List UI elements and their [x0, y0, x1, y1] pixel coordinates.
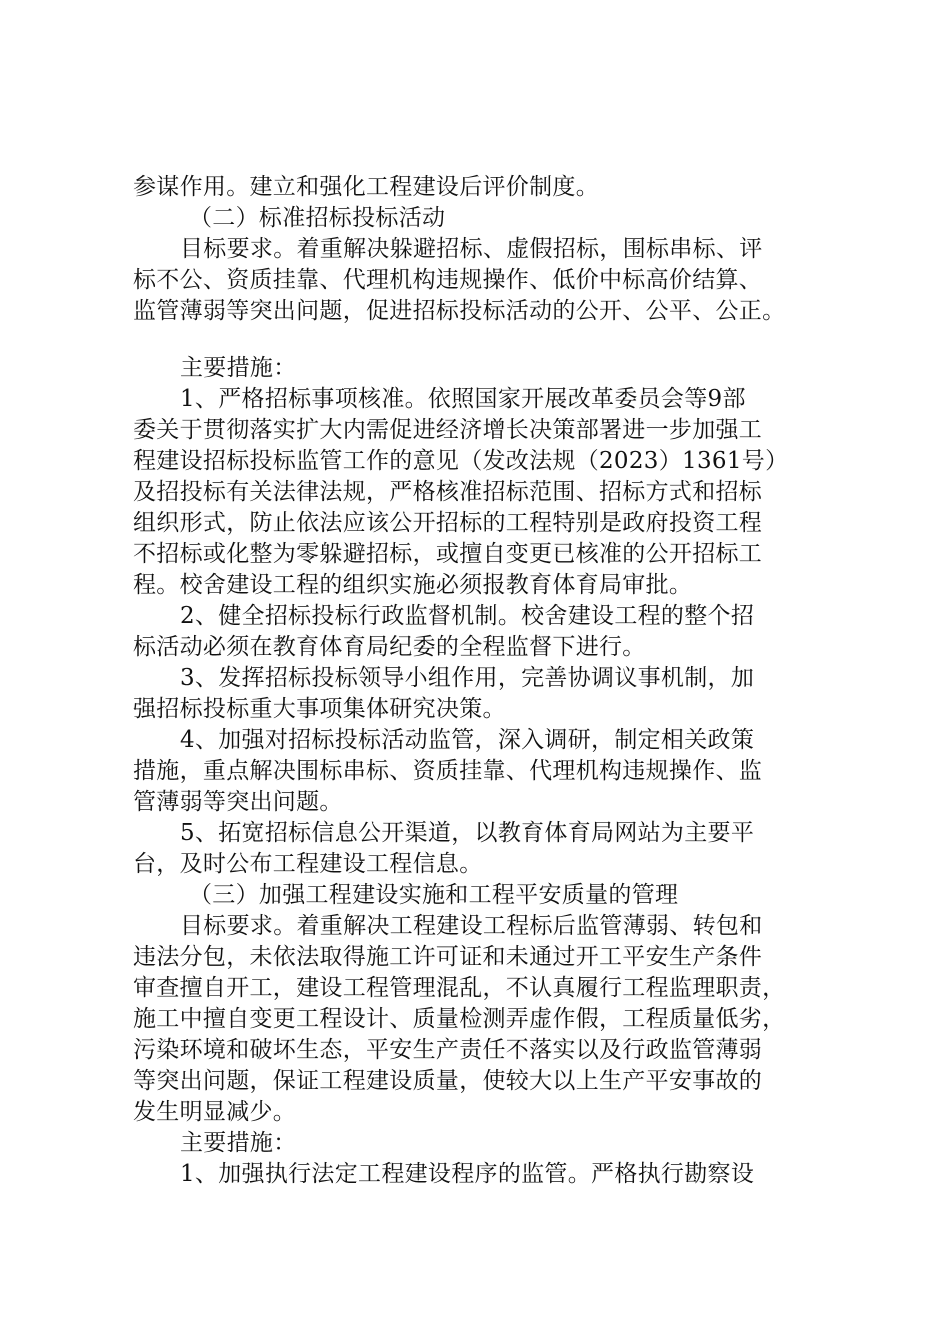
paragraph-line: 标不公、资质挂靠、代理机构违规操作、低价中标高价结算、 [133, 267, 763, 293]
paragraph-line: 污染环境和破坏生态，平安生产责任不落实以及行政监管薄弱 [133, 1037, 763, 1063]
paragraph-line: 违法分包，未依法取得施工许可证和未通过开工平安生产条件 [133, 944, 763, 970]
paragraph-gap [133, 327, 833, 353]
paragraph-line: 施工中擅自变更工程设计、质量检测弄虚作假，工程质量低劣， [133, 1006, 786, 1032]
paragraph-line: 3、发挥招标投标领导小组作用，完善协调议事机制，加 [180, 665, 755, 691]
paragraph-line: 程建设招标投标监管工作的意见（发改法规（2023）1361号） [133, 448, 789, 474]
paragraph-line: 标活动必须在教育体育局纪委的全程监督下进行。 [133, 634, 646, 660]
subheading-line: 主要措施： [180, 1130, 297, 1156]
paragraph-line: 等突出问题，保证工程建设质量，使较大以上生产平安事故的 [133, 1068, 763, 1094]
paragraph-line: 及招投标有关法律法规，严格核准招标范围、招标方式和招标 [133, 479, 763, 505]
paragraph-line: 强招标投标重大事项集体研究决策。 [133, 696, 506, 722]
paragraph-line: 监管薄弱等突出问题，促进招标投标活动的公开、公平、公正。 [133, 298, 786, 324]
paragraph-line: 程。校舍建设工程的组织实施必须报教育体育局审批。 [133, 572, 693, 598]
paragraph-line: 5、拓宽招标信息公开渠道，以教育体育局网站为主要平 [180, 820, 755, 846]
paragraph-line: 目标要求。着重解决工程建设工程标后监管薄弱、转包和 [180, 913, 763, 939]
document-body [133, 172, 833, 1190]
paragraph-line: 委关于贯彻落实扩大内需促进经济增长决策部署进一步加强工 [133, 417, 763, 443]
paragraph-line: 措施，重点解决围标串标、资质挂靠、代理机构违规操作、监 [133, 758, 763, 784]
section-heading: （三）加强工程建设实施和工程平安质量的管理 [189, 882, 679, 908]
paragraph-line: 台，及时公布工程建设工程信息。 [133, 851, 483, 877]
paragraph-line: 管薄弱等突出问题。 [133, 789, 343, 815]
section-heading: （二）标准招标投标活动 [189, 205, 446, 231]
paragraph-line: 发生明显减少。 [133, 1099, 297, 1125]
paragraph-line: 1、严格招标事项核准。依照国家开展改革委员会等9部 [180, 386, 746, 412]
subheading-line: 主要措施： [180, 355, 297, 381]
paragraph-line: 4、加强对招标投标活动监管，深入调研，制定相关政策 [180, 727, 755, 753]
paragraph-line: 目标要求。着重解决躲避招标、虚假招标，围标串标、评 [180, 236, 763, 262]
paragraph-line: 组织形式，防止依法应该公开招标的工程特别是政府投资工程 [133, 510, 763, 536]
paragraph-line: 2、健全招标投标行政监督机制。校舍建设工程的整个招 [180, 603, 755, 629]
paragraph-line: 参谋作用。建立和强化工程建设后评价制度。 [133, 174, 599, 200]
paragraph-line: 1、加强执行法定工程建设程序的监管。严格执行勘察设 [180, 1161, 755, 1187]
paragraph-line: 审查擅自开工，建设工程管理混乱，不认真履行工程监理职责， [133, 975, 786, 1001]
paragraph-line: 不招标或化整为零躲避招标，或擅自变更已核准的公开招标工 [133, 541, 763, 567]
